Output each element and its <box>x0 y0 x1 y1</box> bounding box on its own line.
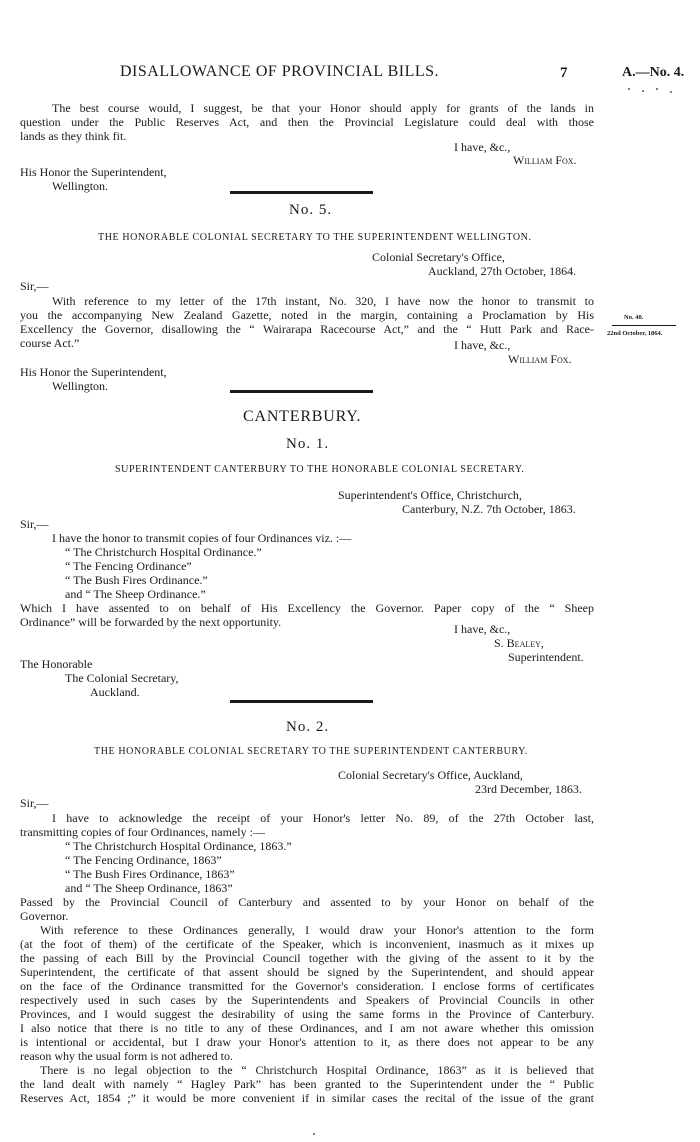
page-number: 7 <box>560 65 568 81</box>
salutation: Sir,— <box>20 517 49 531</box>
letter-date: 23rd December, 1863. <box>475 782 582 796</box>
page-header-title: DISALLOWANCE OF PROVINCIAL BILLS. <box>120 63 440 80</box>
print-speck <box>313 1133 315 1135</box>
section-rule <box>230 700 373 703</box>
addressee-line: The Colonial Secretary, <box>65 671 179 685</box>
ordinance-item: “ The Christchurch Hospital Ordinance, 1863.” <box>65 839 292 853</box>
letter-number: No. 1. <box>286 436 330 452</box>
page-reference: A.—No. 4. <box>622 65 685 80</box>
closing: I have, &c., <box>454 622 511 636</box>
body-line: transmitting copies of four Ordinances, namely :— <box>20 825 265 839</box>
ordinance-item: “ The Bush Fires Ordinance, 1863” <box>65 867 235 881</box>
body-line: the land dealt with namely “ Hagley Park” has been granted to the Superintendent under the “ Public <box>20 1077 594 1091</box>
body-line: (at the foot of them) of the certificate of the Speaker, which is inconvenient, inasmuch as it mixes up <box>20 937 594 951</box>
body-line: lands as they think fit. <box>20 129 127 143</box>
salutation: Sir,— <box>20 796 49 810</box>
ordinance-item: “ The Fencing Ordinance, 1863” <box>65 853 222 867</box>
signature: William Fox. <box>513 153 577 167</box>
margin-rule <box>612 325 676 326</box>
letter-office: Colonial Secretary's Office, <box>372 250 505 264</box>
letter-date: Canterbury, N.Z. 7th October, 1863. <box>402 502 576 516</box>
body-line: I also notice that there is no title to any of these Ordinances, and I am not aware whether this omission <box>20 1021 594 1035</box>
salutation: Sir,— <box>20 279 49 293</box>
body-line: With reference to these Ordinances generally, I would draw your Honor's attention to the form <box>40 923 594 937</box>
letter-route: THE HONORABLE COLONIAL SECRETARY TO THE SUPERINTENDENT WELLINGTON. <box>98 232 532 243</box>
addressee-line: Wellington. <box>52 379 109 393</box>
body-line: respectively used in such cases by the Superintendents and Speakers of Provincial Councils in other <box>20 993 594 1007</box>
letter-office: Superintendent's Office, Christchurch, <box>338 488 522 502</box>
body-line: Governor. <box>20 909 69 923</box>
ordinance-item: and “ The Sheep Ordinance, 1863” <box>65 881 233 895</box>
closing: I have, &c., <box>454 140 511 154</box>
signature: S. Bealey, <box>494 636 544 650</box>
body-line: I have the honor to transmit copies of four Ordinances viz. :— <box>52 531 352 545</box>
addressee-line: His Honor the Superintendent, <box>20 165 167 179</box>
ordinance-item: “ The Fencing Ordinance” <box>65 559 192 573</box>
letter-route: THE HONORABLE COLONIAL SECRETARY TO THE SUPERINTENDENT CANTERBURY. <box>94 746 528 757</box>
body-line: There is no legal objection to the “ Christchurch Hospital Ordinance, 1863” as it is believed that <box>40 1063 594 1077</box>
print-speck <box>642 90 644 92</box>
margin-note-gazette: No. 40. <box>624 314 644 321</box>
section-rule <box>230 390 373 393</box>
print-speck <box>670 91 672 93</box>
body-line: I have to acknowledge the receipt of your Honor's letter No. 89, of the 27th October last, <box>52 811 594 825</box>
body-line: on the face of the Ordinance transmitted for the Governor's consideration. I enclose forms of certificates <box>20 979 594 993</box>
body-line: reason why the usual form is not adhered to. <box>20 1049 233 1063</box>
body-line: Ordinance” will be forwarded by the next opportunity. <box>20 615 282 629</box>
body-line: the passing of each Bill by the Provincial Council together with the giving of the assent to it by the <box>20 951 594 965</box>
body-line: Which I have assented to on behalf of His Excellency the Governor. Paper copy of the “ Sheep <box>20 601 594 615</box>
signature: William Fox. <box>508 352 572 366</box>
body-line: Provinces, and I would suggest the desirability of using the same forms in the Province of Canterbury. <box>20 1007 594 1021</box>
ordinance-item: “ The Christchurch Hospital Ordinance.” <box>65 545 262 559</box>
print-speck <box>628 88 630 90</box>
margin-note-date: 22nd October, 1864. <box>607 330 663 337</box>
body-line: Superintendent, the certificate of that assent should be signed by the Superintendent, and should appear <box>20 965 594 979</box>
letter-number: No. 5. <box>289 202 333 218</box>
print-speck <box>656 88 658 90</box>
body-line: is intentional or accidental, but I draw your Honor's attention to it, as there does not appear to be any <box>20 1035 594 1049</box>
body-line: Excellency the Governor, disallowing the “ Wairarapa Racecourse Act,” and the “ Hutt Park and Race- <box>20 322 594 336</box>
body-line: The best course would, I suggest, be that your Honor should apply for grants of the lands in <box>52 101 594 115</box>
signatory-title: Superintendent. <box>508 650 584 664</box>
body-line: Passed by the Provincial Council of Canterbury and assented to by your Honor on behalf of the <box>20 895 594 909</box>
body-line: Reserves Act, 1854 ;” it would be more convenient if in similar cases the recital of the issue of the grant <box>20 1091 594 1105</box>
body-line: course Act.” <box>20 336 80 350</box>
closing: I have, &c., <box>454 338 511 352</box>
addressee-line: The Honorable <box>20 657 93 671</box>
addressee-line: His Honor the Superintendent, <box>20 365 167 379</box>
ordinance-item: and “ The Sheep Ordinance.” <box>65 587 206 601</box>
section-title: CANTERBURY. <box>243 408 362 425</box>
letter-date: Auckland, 27th October, 1864. <box>428 264 577 278</box>
addressee-line: Wellington. <box>52 179 109 193</box>
ordinance-item: “ The Bush Fires Ordinance.” <box>65 573 208 587</box>
letter-route: SUPERINTENDENT CANTERBURY TO THE HONORABLE COLONIAL SECRETARY. <box>115 464 525 475</box>
body-line: you the accompanying New Zealand Gazette, noted in the margin, containing a Proclamation by His <box>20 308 594 322</box>
section-rule <box>230 191 373 194</box>
letter-office: Colonial Secretary's Office, Auckland, <box>338 768 523 782</box>
addressee-line: Auckland. <box>90 685 140 699</box>
letter-number: No. 2. <box>286 719 330 735</box>
body-line: With reference to my letter of the 17th instant, No. 320, I have now the honor to transmit to <box>52 294 594 308</box>
body-line: question under the Public Reserves Act, and then the Provincial Legislature could deal with those <box>20 115 594 129</box>
